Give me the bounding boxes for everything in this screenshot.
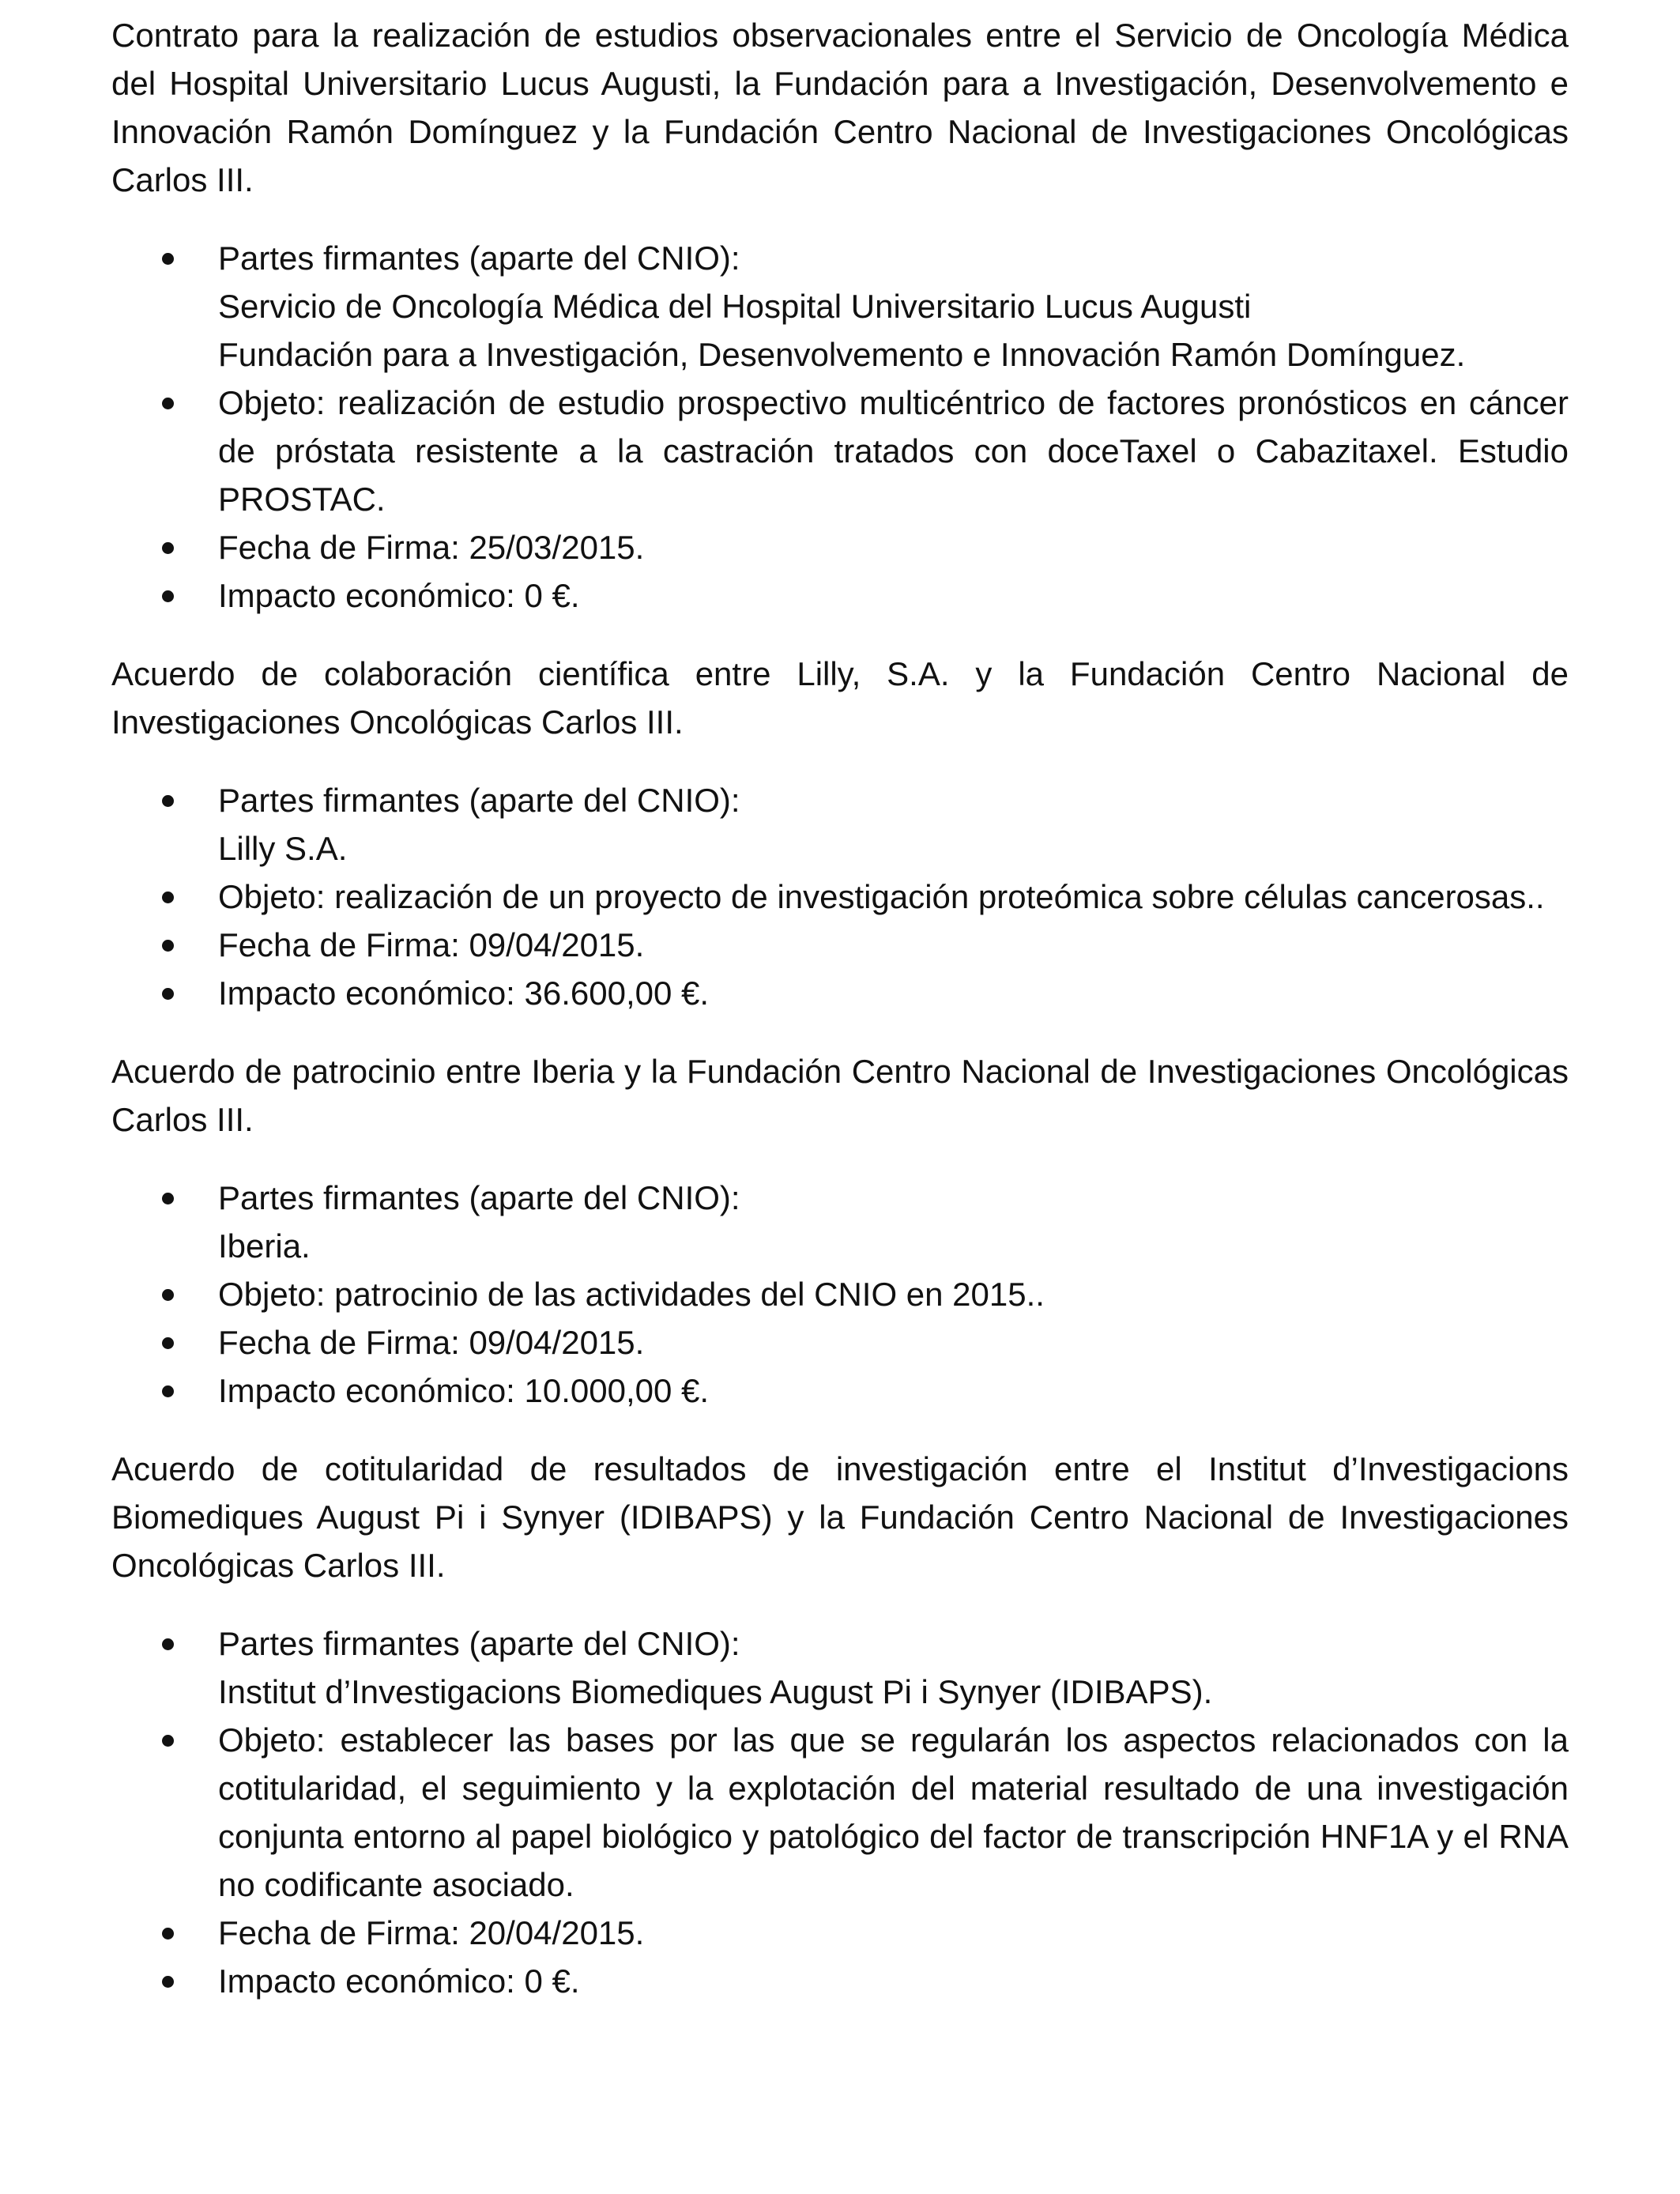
signing-party-name: Institut d’Investigacions Biomediques August Pi i Synyer (IDIBAPS). — [218, 1673, 1213, 1710]
signing-parties-item — [111, 1619, 1569, 1716]
agreement-intro: Contrato para la realización de estudios observacionales entre el Servicio de Oncología Médica del Hospital Universitario Lucus Augusti, la Fundación para a Investigación, Desenvolvemento e Innovación Ramón Domínguez y la Fundación Centro Nacional de Investigaciones Oncológicas Carlos III. — [111, 17, 1569, 198]
economic-impact-item — [111, 1367, 1569, 1415]
object-item — [111, 873, 1569, 921]
bullet-icon — [162, 1735, 174, 1747]
signing-date-text: Fecha de Firma: 25/03/2015. — [218, 529, 645, 566]
object-text: Objeto: establecer las bases por las que se regularán los aspectos relacionados con la cotitularidad, el seguimiento y la explotación del material resultado de una investigación conjunta entorno al papel biológico y patológico del factor de transcripción HNF1A y el RNA no codificante asociado. — [218, 1721, 1569, 1903]
agreement-section — [111, 1445, 1569, 2005]
bullet-icon — [162, 988, 174, 1000]
economic-impact-item — [111, 571, 1569, 620]
object-item — [111, 1716, 1569, 1909]
signing-party-name: Lilly S.A. — [218, 830, 348, 867]
signing-party-name: Iberia. — [218, 1227, 311, 1265]
economic-impact-item — [111, 1957, 1569, 2005]
signing-parties-label: Partes firmantes (aparte del CNIO): — [218, 1625, 740, 1662]
signing-date-item — [111, 1909, 1569, 1957]
signing-date-text: Fecha de Firma: 20/04/2015. — [218, 1914, 645, 1951]
bullet-icon — [162, 1976, 174, 1988]
agreement-intro: Acuerdo de cotitularidad de resultados de investigación entre el Institut d’Investigacions Biomediques August Pi i Synyer (IDIBAPS) y la Fundación Centro Nacional de Investigaciones Oncológicas Carlos III. — [111, 1450, 1569, 1584]
signing-date-item — [111, 921, 1569, 969]
object-text: Objeto: patrocinio de las actividades del CNIO en 2015.. — [218, 1276, 1045, 1313]
signing-parties-item — [111, 776, 1569, 873]
bullet-icon — [162, 542, 174, 554]
agreement-details-list — [111, 234, 1569, 620]
agreement-intro: Acuerdo de colaboración científica entre Lilly, S.A. y la Fundación Centro Nacional de Investigaciones Oncológicas Carlos III. — [111, 655, 1569, 741]
signing-party-name: Servicio de Oncología Médica del Hospital Universitario Lucus Augusti — [218, 288, 1252, 325]
signing-date-item — [111, 523, 1569, 571]
signing-date-text: Fecha de Firma: 09/04/2015. — [218, 1324, 645, 1361]
signing-date-text: Fecha de Firma: 09/04/2015. — [218, 926, 645, 963]
agreement-section — [111, 11, 1569, 620]
object-item — [111, 1270, 1569, 1318]
economic-impact-item — [111, 969, 1569, 1017]
economic-impact-text: Impacto económico: 10.000,00 €. — [218, 1372, 710, 1409]
agreement-details-list — [111, 1174, 1569, 1415]
document-page — [111, 11, 1569, 2035]
bullet-icon — [162, 1337, 174, 1349]
agreement-section — [111, 1047, 1569, 1415]
bullet-icon — [162, 253, 174, 265]
bullet-icon — [162, 1928, 174, 1940]
signing-date-item — [111, 1318, 1569, 1367]
agreement-details-list — [111, 776, 1569, 1017]
signing-parties-label: Partes firmantes (aparte del CNIO): — [218, 782, 740, 819]
object-text: Objeto: realización de estudio prospectivo multicéntrico de factores pronósticos en cáncer de próstata resistente a la castración tratados con doceTaxel o Cabazitaxel. Estudio PROSTAC. — [218, 384, 1569, 518]
signing-parties-item — [111, 234, 1569, 379]
bullet-icon — [162, 892, 174, 903]
bullet-icon — [162, 1638, 174, 1650]
bullet-icon — [162, 1289, 174, 1301]
bullet-icon — [162, 1385, 174, 1397]
agreement-section — [111, 650, 1569, 1017]
object-text: Objeto: realización de un proyecto de investigación proteómica sobre células cancerosas.. — [218, 878, 1545, 915]
signing-parties-item — [111, 1174, 1569, 1270]
signing-party-name: Fundación para a Investigación, Desenvolvemento e Innovación Ramón Domínguez. — [218, 336, 1466, 373]
signing-parties-label: Partes firmantes (aparte del CNIO): — [218, 239, 740, 277]
agreement-details-list — [111, 1619, 1569, 2005]
agreement-intro: Acuerdo de patrocinio entre Iberia y la Fundación Centro Nacional de Investigaciones Oncológicas Carlos III. — [111, 1053, 1569, 1138]
bullet-icon — [162, 795, 174, 807]
bullet-icon — [162, 940, 174, 952]
bullet-icon — [162, 590, 174, 602]
bullet-icon — [162, 1193, 174, 1204]
bullet-icon — [162, 398, 174, 409]
economic-impact-text: Impacto económico: 36.600,00 €. — [218, 974, 710, 1012]
economic-impact-text: Impacto económico: 0 €. — [218, 577, 580, 614]
signing-parties-label: Partes firmantes (aparte del CNIO): — [218, 1179, 740, 1216]
object-item — [111, 379, 1569, 523]
economic-impact-text: Impacto económico: 0 €. — [218, 1962, 580, 2000]
